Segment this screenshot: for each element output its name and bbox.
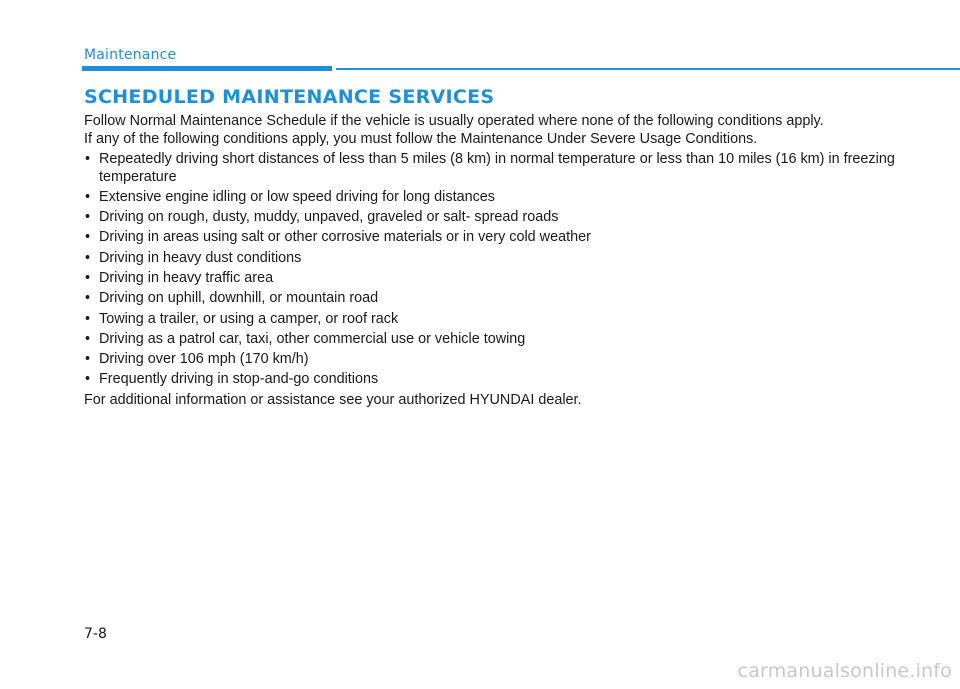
bullet-icon: • <box>85 371 91 388</box>
intro-paragraph-normal: Follow Normal Maintenance Schedule if the vehicle is usually operated where none of the following conditions apply. <box>84 113 824 129</box>
list-item <box>84 290 904 308</box>
bullet-icon: • <box>85 229 91 246</box>
list-item <box>84 229 904 247</box>
list-item-text: Frequently driving in stop-and-go conditions <box>99 371 379 388</box>
main-content <box>84 113 904 409</box>
bullet-icon: • <box>85 310 91 327</box>
bullet-icon: • <box>85 151 91 167</box>
bullet-icon: • <box>85 290 91 307</box>
section-label: Maintenance <box>84 47 177 63</box>
list-item-text: Extensive engine idling or low speed driving for long distances <box>99 188 495 205</box>
list-item-text: Driving on uphill, downhill, or mountain road <box>99 290 379 307</box>
bullet-icon: • <box>85 269 91 286</box>
list-item-text: Driving over 106 mph (170 km/h) <box>99 351 309 368</box>
list-item-text: Driving in areas using salt or other corrosive materials or in very cold weather <box>99 229 591 246</box>
severe-conditions-list <box>84 151 904 389</box>
list-item-text: Driving in heavy dust conditions <box>99 249 302 266</box>
list-item-text: Repeatedly driving short distances of less than 5 miles (8 km) in normal temperature or less than 10 miles (16 km) in freezing temperature <box>99 151 895 185</box>
dealer-note: For additional information or assistance see your authorized HYUNDAI dealer. <box>84 391 582 408</box>
header-rule-thin <box>336 68 960 70</box>
list-item <box>84 151 904 186</box>
list-item <box>84 351 904 369</box>
page-number: 7-8 <box>84 626 107 642</box>
bullet-icon: • <box>85 330 91 347</box>
list-item <box>84 331 904 349</box>
list-item <box>84 209 904 227</box>
list-item-text: Driving in heavy traffic area <box>99 269 274 286</box>
list-item <box>84 270 904 288</box>
header-rule-thick <box>82 66 332 71</box>
watermark: carmanualsonline.info <box>737 660 952 682</box>
list-item <box>84 189 904 207</box>
list-item-text: Driving on rough, dusty, muddy, unpaved, graveled or salt- spread roads <box>99 209 559 226</box>
list-item-text: Driving as a patrol car, taxi, other commercial use or vehicle towing <box>99 330 526 347</box>
list-item <box>84 311 904 329</box>
page-title: SCHEDULED MAINTENANCE SERVICES <box>84 86 495 108</box>
intro-paragraph-severe: If any of the following conditions apply, you must follow the Maintenance Under Severe Usage Conditions. <box>84 130 758 147</box>
list-item <box>84 250 904 268</box>
bullet-icon: • <box>85 209 91 226</box>
list-item-text: Towing a trailer, or using a camper, or roof rack <box>99 310 399 327</box>
bullet-icon: • <box>85 188 91 205</box>
bullet-icon: • <box>85 249 91 266</box>
bullet-icon: • <box>85 351 91 368</box>
list-item <box>84 371 904 389</box>
